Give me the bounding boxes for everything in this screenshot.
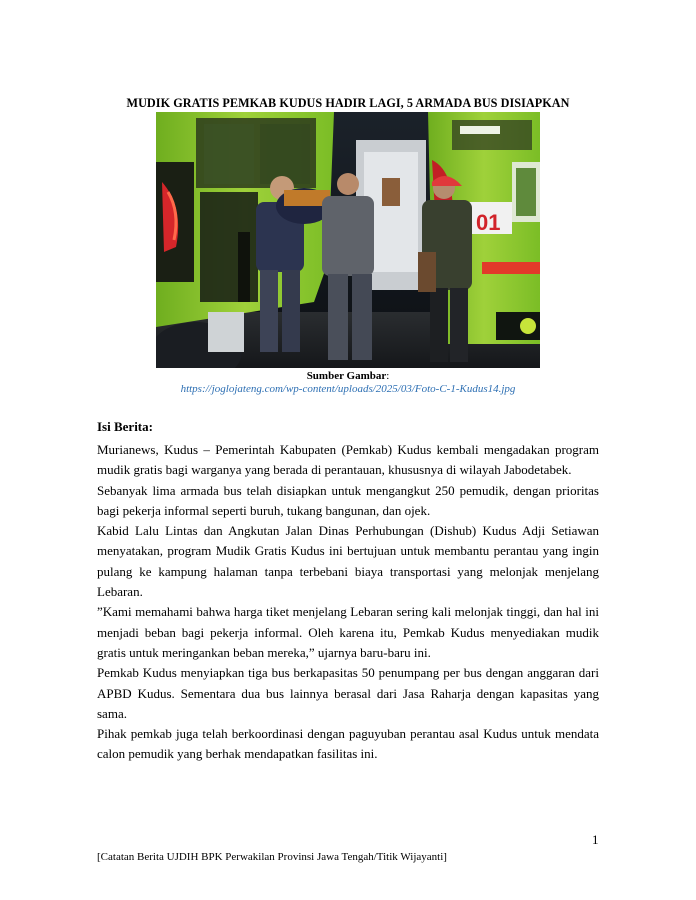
image-source-link[interactable]: https://joglojateng.com/wp-content/uploads/2025/03/Foto-C-1-Kudus14.jpg bbox=[180, 383, 516, 395]
page-number: 1 bbox=[592, 832, 599, 847]
image-caption bbox=[0, 370, 696, 396]
body-paragraph: Kabid Lalu Lintas dan Angkutan Jalan Dinas Perhubungan (Dishub) Kudus Adji Setiawan menyatakan, program Mudik Gratis Kudus ini bertujuan untuk membantu perantau yang ingin pulang ke kampung halaman tanpa terbebani biaya transportasi yang melonjak menjelang Lebaran. bbox=[97, 523, 599, 600]
article-body bbox=[97, 440, 599, 765]
body-paragraph: ”Kami memahami bahwa harga tiket menjelang Lebaran sering kali melonjak tinggi, dan hal ini menjadi beban bagi pekerja informal. Oleh karena itu, Pemkab Kudus menyediakan mudik gratis untuk meringankan beban mereka,” ujarnya baru-baru ini. bbox=[97, 604, 599, 660]
page-footer: [Catatan Berita UJDIH BPK Perwakilan Provinsi Jawa Tengah/Titik Wijayanti] bbox=[97, 851, 447, 863]
section-heading: Isi Berita: bbox=[97, 419, 153, 434]
body-paragraph: Pemkab Kudus menyiapkan tiga bus berkapasitas 50 penumpang per bus dengan anggaran dari APBD Kudus. Sementara dua bus lainnya berasal dari Jasa Raharja dengan kapasitas yang sama. bbox=[97, 665, 599, 721]
body-paragraph: Murianews, Kudus – Pemerintah Kabupaten (Pemkab) Kudus kembali mengadakan program mudik gratis bagi warganya yang berada di perantauan, khususnya di wilayah Jabodetabek. bbox=[97, 442, 599, 478]
body-paragraph: Sebanyak lima armada bus telah disiapkan untuk mengangkut 250 pemudik, dengan prioritas bagi pekerja informal seperti buruh, tukang bangunan, dan ojek. bbox=[97, 482, 599, 518]
caption-colon: : bbox=[386, 370, 390, 382]
bus-photo-illustration bbox=[156, 112, 540, 368]
article-title: MUDIK GRATIS PEMKAB KUDUS HADIR LAGI, 5 ARMADA BUS DISIAPKAN bbox=[126, 96, 570, 110]
body-paragraph: Pihak pemkab juga telah berkoordinasi dengan paguyuban perantau asal Kudus untuk mendata calon pemudik yang berhak mendapatkan fasilitas ini. bbox=[97, 726, 599, 762]
news-photo bbox=[156, 112, 540, 368]
caption-label: Sumber Gambar bbox=[306, 370, 387, 382]
bus-number-label: 01 bbox=[476, 210, 501, 235]
